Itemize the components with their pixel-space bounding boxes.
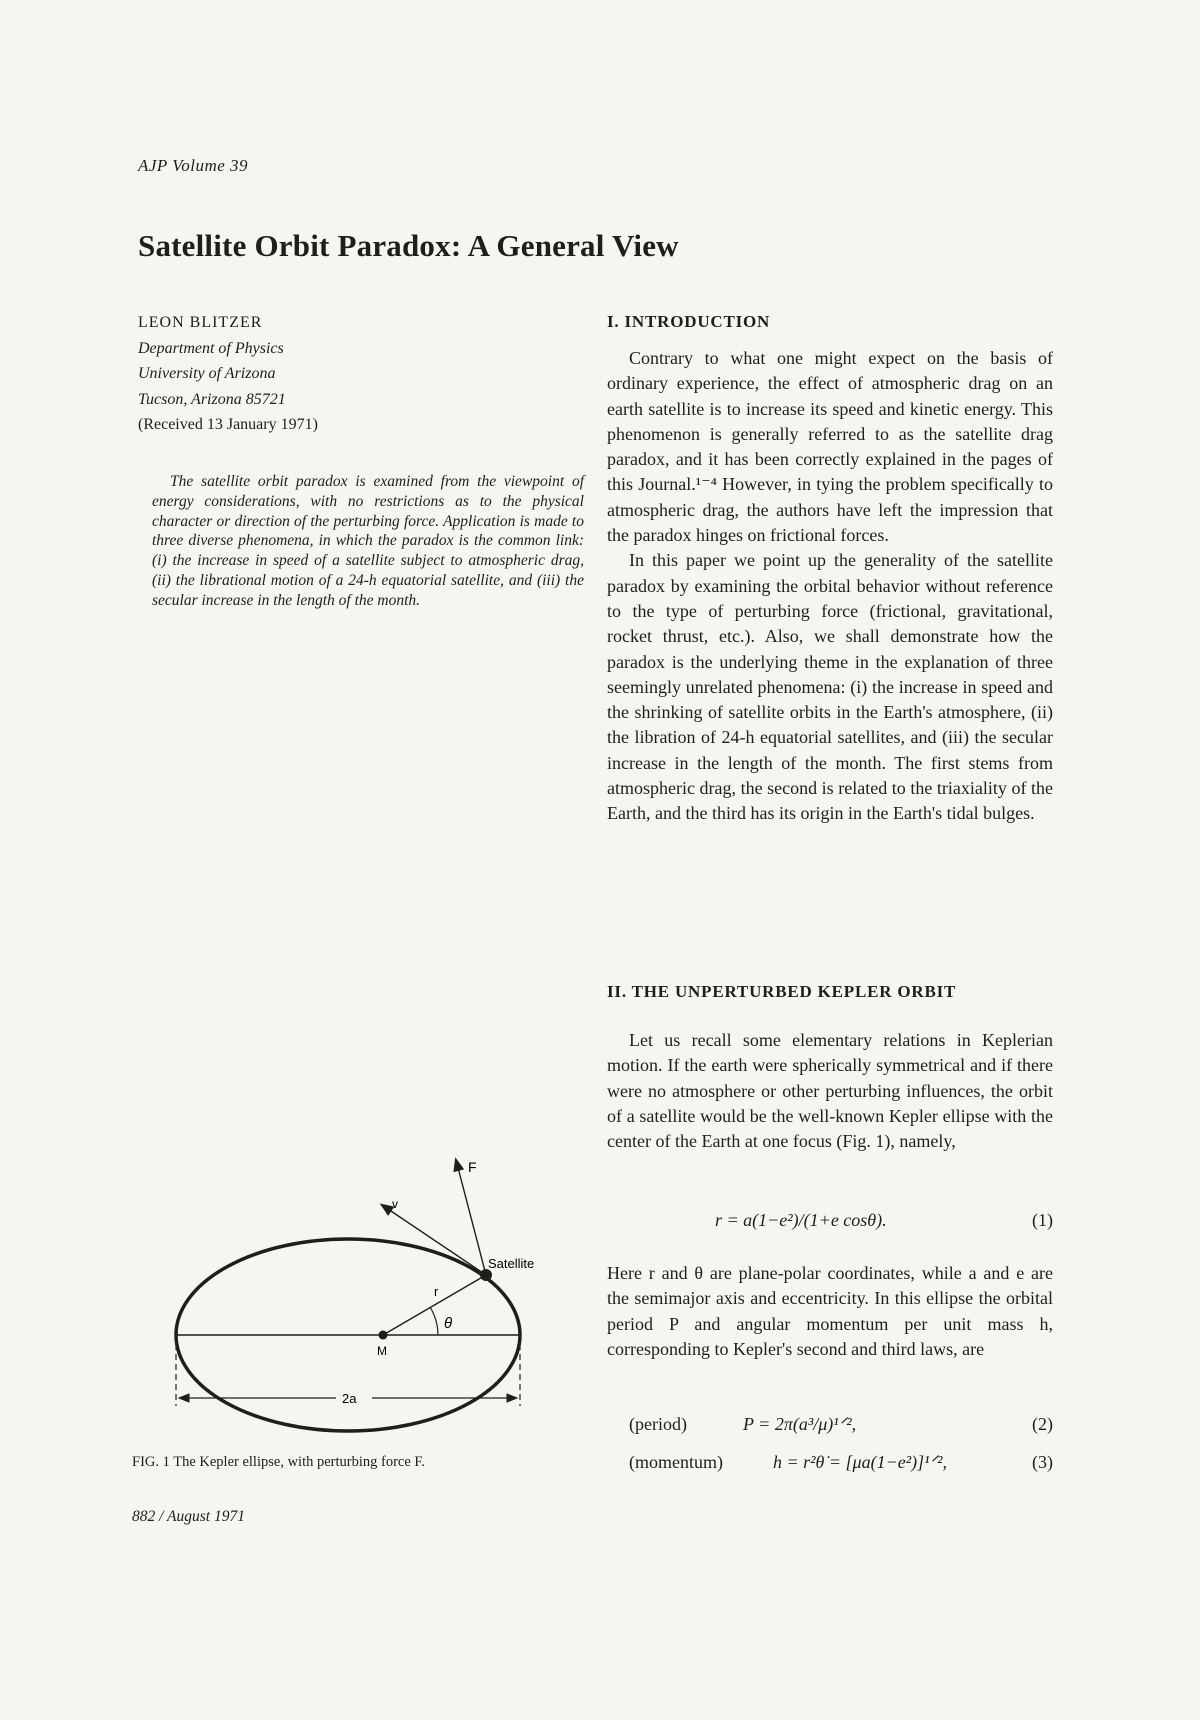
earth-center-dot: [379, 1331, 388, 1340]
page-footer: 882 / August 1971: [132, 1508, 245, 1525]
kepler-text-1: Let us recall some elementary relations in Keplerian motion. If the earth were spherically symmetrical and if there were no atmosphere or other perturbing influences, the orbit of a satellite would be the well-known Kepler ellipse with the center of the Earth at one focus (Fig. 1), namely,: [607, 1030, 1053, 1152]
section-heading-kepler: II. THE UNPERTURBED KEPLER ORBIT: [607, 982, 957, 1001]
equation-3-label: (momentum): [629, 1452, 723, 1472]
author-name: LEON BLITZER: [138, 314, 263, 331]
equation-3-formula: h = r²θ̇ = [μa(1−e²)]¹ᐟ²,: [773, 1452, 948, 1472]
equation-3-number: (3): [1032, 1452, 1053, 1472]
journal-header: AJP Volume 39: [138, 156, 249, 175]
radius-label: r: [434, 1284, 439, 1299]
affiliation-city: Tucson, Arizona 85721: [138, 390, 286, 408]
equation-1-formula: r = a(1−e²)/(1+e cosθ).: [715, 1210, 887, 1230]
satellite-label: Satellite: [488, 1256, 535, 1271]
equation-2-number: (2): [1032, 1414, 1053, 1434]
velocity-label: v: [392, 1197, 398, 1211]
major-axis-label: 2a: [342, 1391, 357, 1406]
kepler-text-2: Here r and θ are plane-polar coordinates, while a and e are the semimajor axis and eccentricity. In this ellipse the orbital period P and angular momentum per unit mass h, corresponding to Kepler's second and third laws, are: [607, 1263, 1053, 1359]
center-label: M: [377, 1344, 387, 1358]
equation-2-label: (period): [629, 1414, 687, 1434]
equation-1-number: (1): [1032, 1210, 1053, 1230]
received-date: (Received 13 January 1971): [138, 416, 318, 433]
force-label: F: [468, 1159, 477, 1175]
introduction-paragraph-2: In this paper we point up the generality of the satellite paradox by examining the orbital behavior without reference to the type of perturbing force (frictional, gravitational, rocket thrust, etc.). Also, we shall demonstrate how the paradox is the underlying theme in the explanation of three seemingly unrelated phenomena: (i) the increase in speed and the shrinking of satellite orbits in the Earth's atmosphere, (ii) the libration of 24-h equatorial satellites, and (iii) the secular increase in the length of the month. The first stems from atmospheric drag, the second is related to the triaxiality of the Earth, and the third has its origin in the Earth's tidal bulges.: [607, 550, 1053, 824]
abstract: The satellite orbit paradox is examined from the viewpoint of energy considerations, with no restrictions as to the physical character or direction of the perturbing force. Application is made to three diverse phenomena, in which the paradox is the common link: (i) the increase in speed of a satellite subject to atmospheric drag, (ii) the librational motion of a 24-h equatorial satellite, and (iii) the secular increase in the length of the month.: [152, 473, 584, 609]
figure-caption: FIG. 1 The Kepler ellipse, with perturbing force F.: [132, 1454, 425, 1470]
equation-2-formula: P = 2π(a³/μ)¹ᐟ²,: [743, 1414, 857, 1434]
angle-arc: [430, 1307, 438, 1335]
affiliation-university: University of Arizona: [138, 365, 276, 382]
article-title: Satellite Orbit Paradox: A General View: [138, 228, 679, 263]
kepler-paragraph-1: [607, 1028, 1053, 1154]
affiliation-department: Department of Physics: [138, 339, 284, 357]
kepler-paragraph-2: [607, 1261, 1053, 1362]
section-heading-introduction: I. INTRODUCTION: [607, 312, 771, 331]
angle-label: θ: [444, 1315, 453, 1332]
introduction-paragraph-1: Contrary to what one might expect on the basis of ordinary experience, the effect of atmospheric drag on an earth satellite is to increase its speed and kinetic energy. This phenomenon is generally referred to as the satellite drag paradox, and it has been correctly explained in the pages of this Journal.¹⁻⁴ However, in tying the problem specifically to atmospheric drag, the authors have left the impression that the paradox hinges on frictional forces.: [607, 348, 1053, 546]
kepler-ellipse-figure: [0, 0, 600, 1450]
introduction-text: [607, 346, 1053, 827]
